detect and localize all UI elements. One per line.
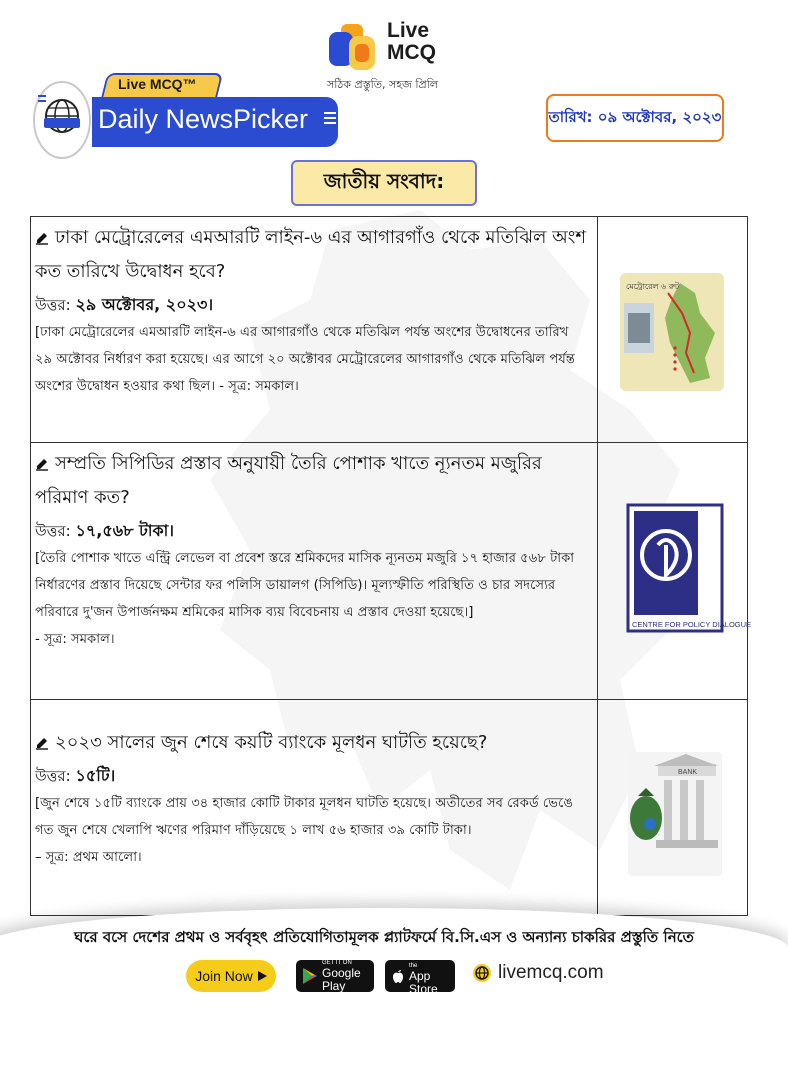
date-label: তারিখ: ০৯ অক্টোবর, ২০২৩ [546, 94, 724, 142]
globe-icon [472, 963, 492, 983]
live-mcq-logo-icon [327, 22, 379, 74]
metro-map-image [620, 273, 724, 391]
brand-logo [325, 18, 465, 98]
join-now-label: Join Now [195, 968, 253, 984]
news-question-text: ২০২৩ সালের জুন শেষে কয়টি ব্যাংকে মূলধন ঘাটতি হয়েছে? [55, 732, 488, 753]
answer-value: ১৭,৫৬৮ টাকা। [75, 521, 175, 540]
website-text: livemcq.com [498, 962, 604, 983]
news-text-cell [31, 700, 598, 915]
website-link[interactable] [472, 962, 604, 984]
news-question-text: ঢাকা মেট্রোরেলের এমআরটি লাইন-৬ এর আগারগাঁও থেকে মতিঝিল অংশ কত তারিখে উদ্বোধন হবে? [35, 227, 587, 282]
brand-tagline: সঠিক প্রস্তুতি, সহজ প্রিলি [327, 78, 439, 91]
news-source: - সূত্র: সমকাল। [35, 632, 115, 647]
news-explanation: [তৈরি পোশাক খাতে এন্ট্রি লেভেল বা প্রবেশ স্তরে শ্রমিকদের মাসিক ন্যূনতম মজুরি ১৭ হাজার ৫৬৮ টাকা নির্ধারণের প্রস্তাব দিয়েছে সেন্টার ফর পলিসি ডায়ালগ (সিপিডি)। মূল্যস্ফীতি পরিস্থিতি ও চার সদস্যের পরিবারে দু'জন উপার্জনক্ষম শ্রমিকের মাসিক ব্যয় বিবেচনায় এ প্রস্তাব দেওয়া হয়েছে।] [35, 551, 575, 620]
news-text-cell [31, 443, 598, 699]
news-question [35, 726, 589, 760]
newspicker-tag: Live MCQ™ [118, 76, 197, 92]
brand-name [387, 20, 436, 64]
news-text-cell [31, 217, 598, 442]
news-row [31, 700, 747, 915]
join-now-button[interactable] [186, 960, 276, 992]
news-source: – সূত্র: প্রথম আলো। [35, 850, 142, 865]
news-question [35, 447, 589, 515]
section-title: জাতীয় সংবাদ: [291, 160, 477, 206]
google-play-big: Google Play [322, 965, 361, 993]
news-question [35, 221, 589, 289]
app-store-button[interactable] [385, 956, 455, 996]
news-answer [35, 293, 589, 317]
google-play-button[interactable] [296, 960, 374, 992]
cpd-logo-caption: CENTRE FOR POLICY DIALOGUE [632, 620, 752, 629]
answer-label: উত্তর: [35, 522, 71, 540]
answer-label: উত্তর: [35, 296, 71, 314]
brand-name-line1: Live [387, 19, 430, 42]
bank-caption: BANK [678, 769, 698, 776]
newspicker-title: Daily NewsPicker [98, 104, 309, 134]
cpd-logo-image [628, 505, 752, 635]
pen-icon [35, 231, 49, 245]
apple-icon [392, 969, 404, 983]
news-answer [35, 519, 589, 543]
news-explanation: [ঢাকা মেট্রোরেলের এমআরটি লাইন-৬ এর আগারগাঁও থেকে মতিঝিল পর্যন্ত অংশের উদ্বোধনের তারিখ ২৯ অক্টোবর নির্ধারণ করা হয়েছে। এর আগে ২০ অক্টোবর মেট্রোরেলের আগারগাঁও থেকে মতিঝিল পর্যন্ত অংশের উদ্বোধন হওয়ার কথা ছিল। - সূত্র: সমকাল। [35, 325, 575, 394]
news-image-cell [598, 217, 747, 442]
news-question-text: সম্প্রতি সিপিডির প্রস্তাব অনুযায়ী তৈরি পোশাক খাতে ন্যূনতম মজুরির পরিমাণ কত? [35, 453, 542, 508]
footer-text: ঘরে বসে দেশের প্রথম ও সর্ববৃহৎ প্রতিযোগিতামূলক প্ল্যাটফর্মে বি.সি.এস ও অন্যান্য চাকরির প্রস্তুতি নিতে [74, 928, 694, 946]
answer-label: উত্তর: [35, 767, 71, 785]
app-store-small: Download on the [409, 956, 445, 969]
news-row [31, 217, 747, 443]
brand-name-line2: MCQ [387, 41, 436, 64]
app-store-big: App Store [409, 969, 438, 996]
answer-value: ২৯ অক্টোবর, ২০২৩। [75, 295, 214, 314]
play-arrow-icon [258, 971, 267, 981]
google-play-small: GET IT ON [322, 959, 352, 966]
pen-icon [35, 457, 49, 471]
metro-map-caption: মেট্রোরেল ৬ রুট [626, 282, 680, 291]
news-image-cell [598, 443, 752, 699]
menu-lines-icon [324, 112, 336, 127]
news-table [30, 216, 752, 916]
answer-value: ১৫টি। [75, 766, 116, 785]
news-row [31, 443, 752, 700]
globe-news-icon [32, 80, 94, 160]
bank-image [628, 752, 722, 876]
news-explanation: [জুন শেষে ১৫টি ব্যাংকে প্রায় ৩৪ হাজার কোটি টাকার মূলধন ঘাটতি হয়েছে। অতীতের সব রেকর্ড ভেঙে গত জুন শেষে খেলাপি ঋণের পরিমাণ দাঁড়িয়েছে ১ লাখ ৫৬ হাজার ৩৯ কোটি টাকা। [35, 796, 574, 838]
news-image-cell [598, 700, 747, 915]
google-play-icon [303, 968, 317, 984]
pen-icon [35, 736, 49, 750]
news-answer [35, 764, 589, 788]
